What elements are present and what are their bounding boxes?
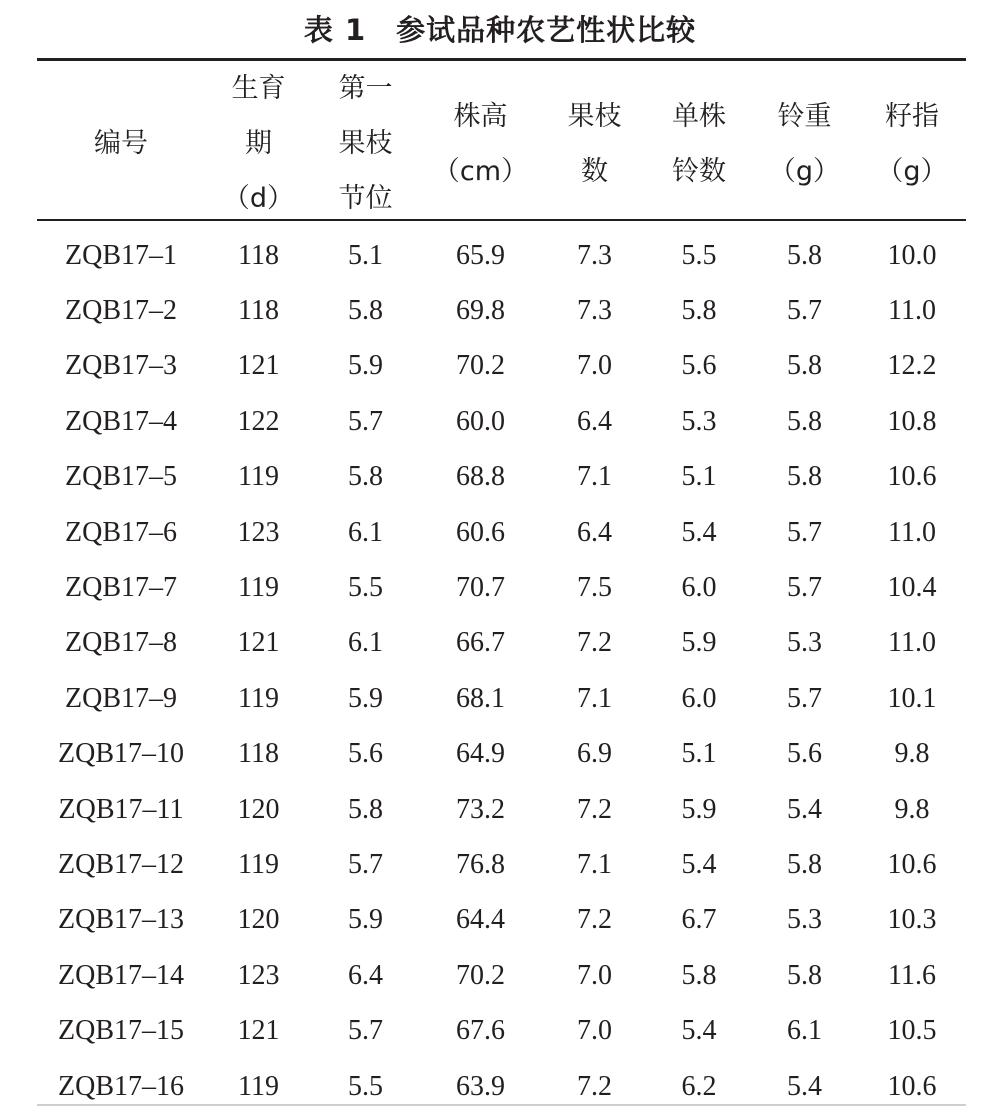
cell-growth-period: 119: [238, 461, 279, 493]
cell-seed-index: 11.0: [888, 295, 936, 327]
table-row: [37, 505, 966, 560]
cell-seed-index: 10.3: [887, 904, 937, 936]
column-header-line: 果枝: [338, 128, 393, 159]
cell-growth-period: 119: [238, 572, 279, 604]
cell-boll-weight: 5.3: [787, 627, 822, 659]
cell-plant-height: 66.7: [456, 627, 505, 659]
column-header-seed-index: [858, 61, 966, 226]
cell-boll-weight: 5.8: [787, 461, 822, 493]
cell-plant-height: 68.1: [456, 682, 505, 714]
table-row: [37, 1059, 966, 1114]
cell-plant-height: 70.2: [456, 350, 505, 382]
cell-seed-index: 10.6: [887, 848, 937, 880]
cell-id: ZQB17–9: [65, 682, 177, 714]
cell-first-node: 5.5: [348, 1070, 383, 1102]
cell-first-node: 5.9: [348, 904, 383, 936]
cell-boll-weight: 5.7: [787, 516, 822, 548]
cell-boll-weight: 6.1: [787, 1015, 822, 1047]
cell-first-node: 5.8: [348, 793, 383, 825]
cell-bolls-per-plant: 5.1: [681, 461, 717, 493]
cell-id: ZQB17–14: [58, 959, 184, 991]
cell-plant-height: 67.6: [456, 1015, 505, 1047]
column-header-line: 铃数: [672, 155, 726, 187]
cell-seed-index: 10.8: [887, 405, 937, 437]
cell-branch-count: 7.5: [577, 572, 612, 604]
cell-first-node: 5.1: [348, 239, 383, 271]
cell-bolls-per-plant: 6.0: [681, 572, 717, 604]
cell-branch-count: 7.2: [577, 793, 612, 825]
cell-branch-count: 7.0: [577, 959, 612, 991]
cell-branch-count: 6.4: [577, 405, 612, 437]
table-row: [37, 948, 966, 1003]
table-row: [37, 339, 966, 394]
column-header-line: （cm）: [432, 155, 529, 187]
cell-first-node: 5.5: [348, 572, 383, 604]
column-header-line: 期: [245, 128, 272, 159]
cell-boll-weight: 5.4: [787, 793, 822, 825]
cell-plant-height: 70.7: [456, 572, 505, 604]
cell-plant-height: 65.9: [456, 239, 505, 271]
column-header-fruit-branch-count: [542, 61, 647, 226]
cell-boll-weight: 5.7: [787, 572, 822, 604]
cell-growth-period: 120: [237, 904, 280, 936]
cell-growth-period: 123: [237, 516, 280, 548]
cell-boll-weight: 5.7: [787, 682, 822, 714]
table-row: [37, 616, 966, 671]
cell-bolls-per-plant: 5.8: [681, 295, 717, 327]
table-row: [37, 450, 966, 505]
column-header-growth-period: [205, 61, 312, 226]
column-header-line: 节位: [338, 183, 393, 214]
cell-branch-count: 6.9: [577, 738, 612, 770]
cell-bolls-per-plant: 6.7: [681, 904, 717, 936]
cell-bolls-per-plant: 5.9: [681, 793, 717, 825]
cell-branch-count: 7.1: [577, 682, 612, 714]
cell-growth-period: 121: [237, 627, 280, 659]
cell-id: ZQB17–10: [58, 738, 184, 770]
cell-id: ZQB17–5: [65, 461, 177, 493]
cell-id: ZQB17–8: [65, 627, 177, 659]
cell-id: ZQB17–6: [65, 516, 177, 548]
cell-bolls-per-plant: 6.0: [681, 682, 717, 714]
table-body: [37, 226, 966, 1114]
cell-plant-height: 60.6: [456, 516, 505, 548]
cell-plant-height: 63.9: [456, 1070, 505, 1102]
cell-bolls-per-plant: 5.8: [681, 959, 717, 991]
cell-id: ZQB17–2: [65, 295, 177, 327]
cell-first-node: 5.7: [348, 1015, 383, 1047]
cell-plant-height: 68.8: [456, 461, 505, 493]
cell-branch-count: 7.2: [577, 1070, 612, 1102]
cell-bolls-per-plant: 6.2: [681, 1070, 717, 1102]
cell-branch-count: 7.2: [577, 904, 612, 936]
cell-boll-weight: 5.3: [787, 904, 822, 936]
column-header-line: 果枝: [567, 100, 622, 132]
column-header-id: [37, 61, 205, 226]
table-row: [37, 727, 966, 782]
cell-seed-index: 9.8: [894, 738, 930, 770]
table-caption: 表 1 参试品种农艺性状比较: [303, 13, 697, 47]
column-header-bolls-per-plant: [647, 61, 751, 226]
cell-id: ZQB17–13: [58, 904, 184, 936]
cell-growth-period: 121: [237, 350, 280, 382]
cell-branch-count: 6.4: [577, 516, 612, 548]
column-header-line: 株高: [453, 100, 508, 132]
cell-seed-index: 12.2: [887, 350, 937, 382]
column-header-line: 生育: [231, 73, 286, 104]
cell-id: ZQB17–11: [58, 793, 184, 825]
cell-growth-period: 119: [238, 848, 279, 880]
cell-id: ZQB17–1: [65, 239, 177, 271]
cell-seed-index: 10.4: [887, 572, 937, 604]
cell-plant-height: 73.2: [456, 793, 505, 825]
table-row: [37, 394, 966, 449]
cell-plant-height: 64.9: [456, 738, 505, 770]
column-header-line: （g）: [768, 155, 841, 187]
cell-seed-index: 10.6: [887, 1070, 937, 1102]
column-header-line: 单株: [672, 100, 726, 132]
cell-bolls-per-plant: 5.4: [681, 848, 717, 880]
column-header-line: （g）: [876, 155, 948, 187]
table-row: [37, 671, 966, 726]
cell-plant-height: 64.4: [456, 904, 505, 936]
cell-branch-count: 7.0: [577, 1015, 612, 1047]
cell-first-node: 5.6: [348, 738, 383, 770]
cell-id: ZQB17–4: [65, 405, 177, 437]
cell-branch-count: 7.1: [577, 461, 612, 493]
cell-growth-period: 119: [238, 682, 279, 714]
cell-growth-period: 122: [237, 405, 280, 437]
table-row: [37, 893, 966, 948]
cell-seed-index: 11.6: [888, 959, 936, 991]
cell-boll-weight: 5.8: [787, 405, 822, 437]
cell-plant-height: 70.2: [456, 959, 505, 991]
cell-id: ZQB17–3: [65, 350, 177, 382]
cell-id: ZQB17–7: [65, 572, 177, 604]
cell-boll-weight: 5.8: [787, 848, 822, 880]
cell-growth-period: 120: [237, 793, 280, 825]
cell-seed-index: 9.8: [894, 793, 930, 825]
cell-bolls-per-plant: 5.3: [681, 405, 717, 437]
cell-growth-period: 119: [238, 1070, 279, 1102]
column-header-line: 籽指: [885, 100, 939, 132]
cell-growth-period: 118: [238, 239, 279, 271]
cell-plant-height: 76.8: [456, 848, 505, 880]
cell-bolls-per-plant: 5.6: [681, 350, 717, 382]
column-header-plant-height: [419, 61, 542, 226]
cell-bolls-per-plant: 5.9: [681, 627, 717, 659]
cell-bolls-per-plant: 5.4: [681, 1015, 717, 1047]
column-header-first-fruit-branch-node: [312, 61, 419, 226]
cell-seed-index: 10.5: [887, 1015, 937, 1047]
column-header-boll-weight: [751, 61, 858, 226]
table-header-row: [37, 61, 966, 226]
table-row: [37, 837, 966, 892]
cell-bolls-per-plant: 5.4: [681, 516, 717, 548]
cell-branch-count: 7.3: [577, 239, 612, 271]
cell-plant-height: 69.8: [456, 295, 505, 327]
cell-seed-index: 11.0: [888, 516, 936, 548]
column-header-line: 编号: [94, 128, 148, 159]
cell-id: ZQB17–15: [58, 1015, 184, 1047]
table-row: [37, 560, 966, 615]
cell-first-node: 5.7: [348, 405, 383, 437]
cell-seed-index: 10.6: [887, 461, 937, 493]
cell-bolls-per-plant: 5.1: [681, 738, 717, 770]
cell-boll-weight: 5.8: [787, 959, 822, 991]
cell-first-node: 5.9: [348, 682, 383, 714]
table-row: [37, 283, 966, 338]
cell-plant-height: 60.0: [456, 405, 505, 437]
cell-branch-count: 7.2: [577, 627, 612, 659]
cell-seed-index: 10.0: [887, 239, 937, 271]
cell-boll-weight: 5.4: [787, 1070, 822, 1102]
cell-first-node: 6.1: [348, 627, 383, 659]
cell-first-node: 6.4: [348, 959, 383, 991]
cell-seed-index: 11.0: [888, 627, 936, 659]
cell-id: ZQB17–12: [58, 848, 184, 880]
table-row: [37, 1003, 966, 1058]
cell-boll-weight: 5.8: [787, 350, 822, 382]
cell-boll-weight: 5.7: [787, 295, 822, 327]
agronomic-traits-table: [37, 61, 966, 1114]
column-header-line: 铃重: [777, 100, 832, 132]
cell-branch-count: 7.0: [577, 350, 612, 382]
table-row: [37, 782, 966, 837]
cell-boll-weight: 5.8: [787, 239, 822, 271]
cell-first-node: 5.9: [348, 350, 383, 382]
cell-first-node: 5.8: [348, 295, 383, 327]
cell-first-node: 6.1: [348, 516, 383, 548]
cell-seed-index: 10.1: [887, 682, 937, 714]
cell-bolls-per-plant: 5.5: [681, 239, 717, 271]
cell-first-node: 5.7: [348, 848, 383, 880]
cell-branch-count: 7.1: [577, 848, 612, 880]
column-header-line: （d）: [222, 183, 295, 214]
cell-growth-period: 123: [237, 959, 280, 991]
cell-growth-period: 121: [237, 1015, 280, 1047]
cell-id: ZQB17–16: [58, 1070, 184, 1102]
cell-growth-period: 118: [238, 295, 279, 327]
column-header-line: 数: [581, 155, 608, 187]
cell-first-node: 5.8: [348, 461, 383, 493]
cell-growth-period: 118: [238, 738, 279, 770]
table-row: [37, 226, 966, 283]
cell-boll-weight: 5.6: [787, 738, 822, 770]
cell-branch-count: 7.3: [577, 295, 612, 327]
column-header-line: 第一: [338, 73, 393, 104]
